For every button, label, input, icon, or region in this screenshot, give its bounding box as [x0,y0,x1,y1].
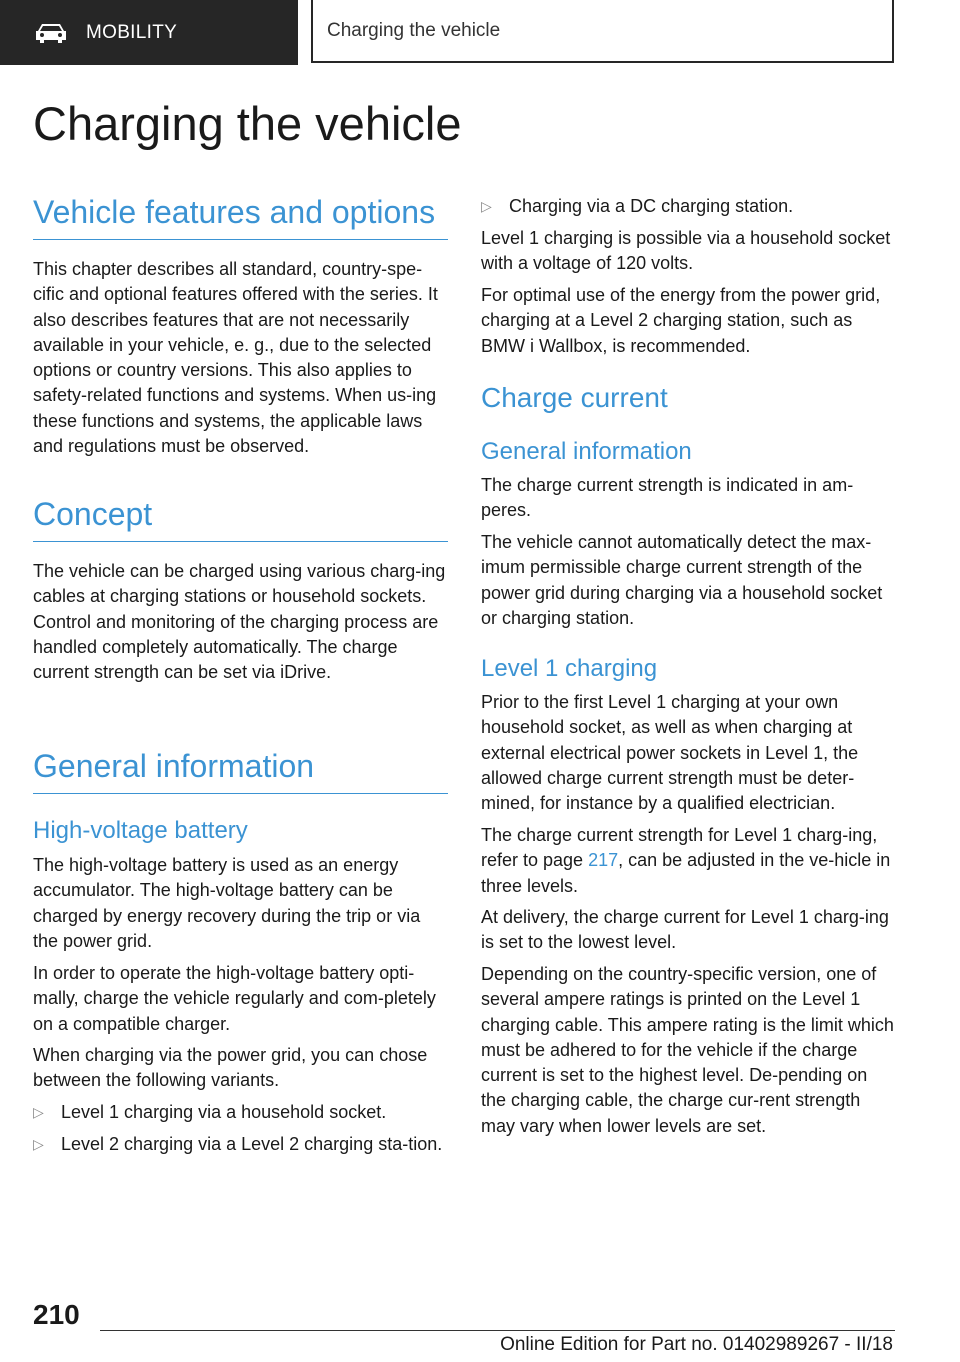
bullet-triangle-icon: ▷ [33,1136,44,1152]
heading-concept: Concept [33,496,448,542]
hv-paragraph-3: When charging via the power grid, you can chose between the following variants. [33,1045,428,1091]
l1-paragraph-3: At delivery, the charge current for Level 1 charg-ing is set to the lowest level. [481,907,889,953]
footer-edition: Online Edition for Part no. 01402989267 - II/18 [500,1334,893,1355]
chapter-tab [311,0,894,63]
l1-paragraph-1: Prior to the first Level 1 charging at your own household socket, as well as when charging at external electrical power sockets in Level 1, the allowed charge current strength must be deter-mined, for instance by a qualified electrician. [481,692,859,814]
footer-divider [100,1330,895,1331]
heading-level1-charging: Level 1 charging [481,655,658,682]
heading-vehicle-features: Vehicle features and options [33,194,448,240]
section-tab [0,0,298,65]
heading-general-information: General information [33,748,448,794]
bullet-triangle-icon: ▷ [481,198,492,214]
page-number: 210 [33,1299,80,1330]
car-icon [34,22,68,44]
l1-text-part-b: , can be adjusted in the ve-hicle in three levels. [481,850,891,896]
hv-paragraph-2: In order to operate the high-voltage battery opti-mally, charge the vehicle regularly and com-pletely on a compatible charger. [33,963,436,1034]
heading-charge-current: Charge current [481,382,668,413]
bullet-text: Level 1 charging via a household socket. [61,1102,387,1122]
concept-paragraph: The vehicle can be charged using various charg-ing cables at charging stations or household sockets. Control and monitoring of the charging process are handled completely automatically. The charge current strength can be set via iDrive. [33,561,446,683]
page-link-217[interactable]: 217 [588,850,619,871]
list-item [33,1132,448,1157]
bullet-triangle-icon: ▷ [33,1104,44,1120]
heading-high-voltage-battery: High-voltage battery [33,817,248,844]
hv-paragraph-1: The high-voltage battery is used as an energy accumulator. The high-voltage battery can be charged by energy recovery during the trip or via the power grid. [33,855,421,951]
list-item [481,194,896,219]
page-title: Charging the vehicle [33,97,462,150]
bullet-text: Charging via a DC charging station. [509,196,794,216]
cc-paragraph-2: The vehicle cannot automatically detect the max-imum permissible charge current strength of the power grid during charging via a household socket or charging station. [481,532,883,628]
bullet-text: Level 2 charging via a Level 2 charging sta-tion. [61,1134,443,1154]
optimal-use-paragraph: For optimal use of the energy from the power grid, charging at a Level 2 charging station, such as BMW i Wallbox, is recommended. [481,285,881,356]
chapter-label: Charging the vehicle [327,19,501,41]
features-paragraph: This chapter describes all standard, country-spe-cific and optional features offered with the series. It also describes features that are not necessarily available in your vehicle, e. g., due to the selected options or country versions. This also applies to safety-related functions and systems. When us-ing these functions and systems, the applicable laws and regulations must be observed. [33,259,438,457]
l1-text-part-a: The charge current strength for Level 1 charg-ing, refer to page [481,825,878,871]
heading-general-information-cc: General information [481,438,692,465]
l1-paragraph-2 [481,823,896,899]
level1-paragraph: Level 1 charging is possible via a household socket with a voltage of 120 volts. [481,228,891,274]
section-label: MOBILITY [86,21,178,43]
list-item [33,1100,448,1125]
cc-paragraph-1: The charge current strength is indicated in am-peres. [481,475,854,521]
l1-paragraph-4: Depending on the country-specific version, one of several ampere ratings is printed on the Level 1 charging cable. This ampere rating is the limit which must be adhered to for the vehicle if the charge current is set to the highest level. De-pending on the charging cable, the charge cur-rent strength may vary when lower levels are set. [481,964,894,1136]
